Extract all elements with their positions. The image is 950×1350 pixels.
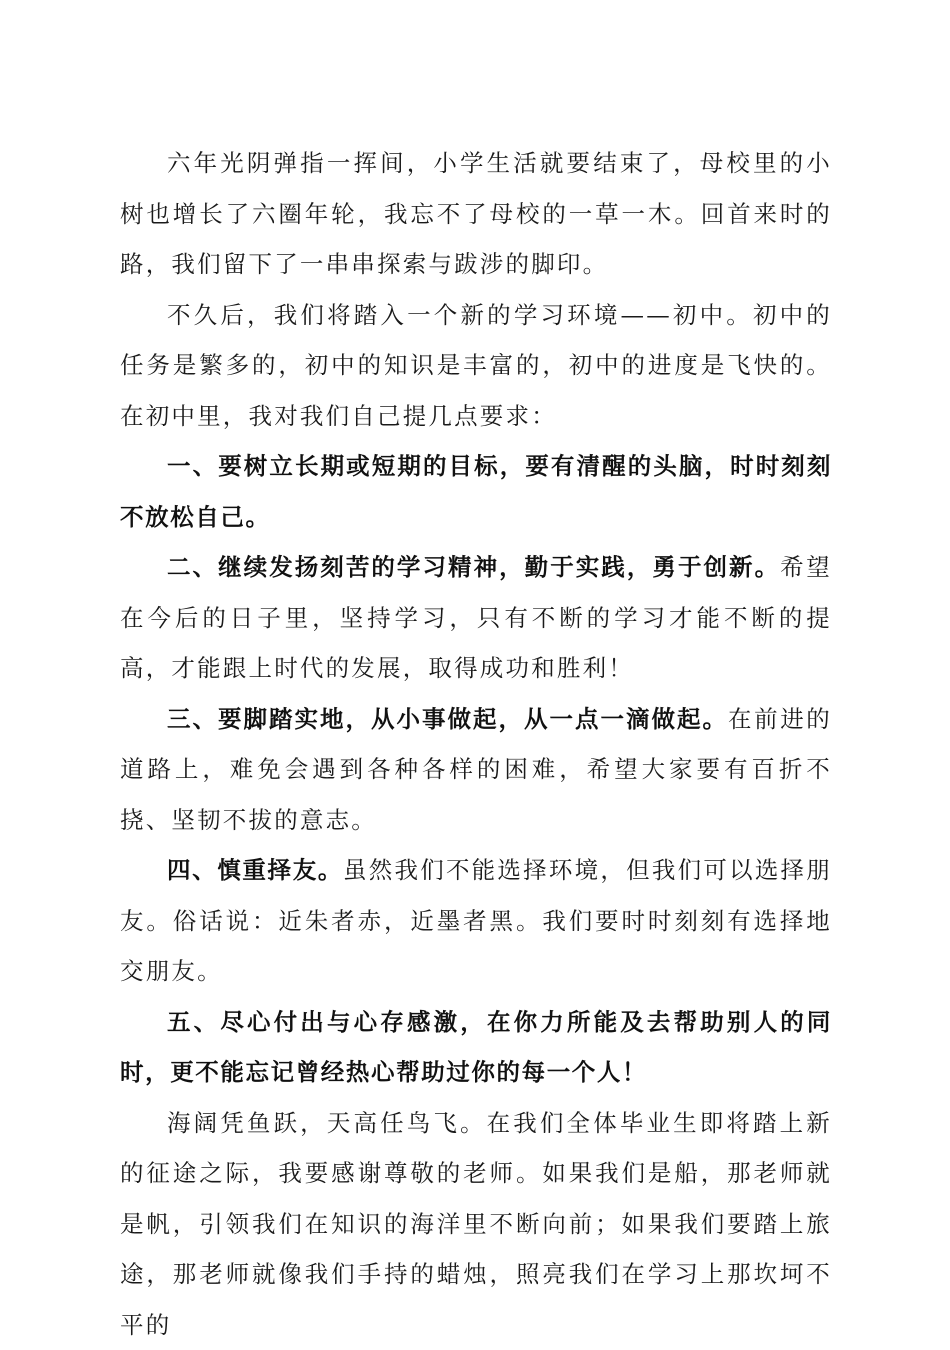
paragraph-text: 虽然我们不能选择环境，但我们可以选择朋友。俗话说：近朱者赤，近墨者黑。我们要时时刻刻有选择地交朋友。	[120, 856, 832, 985]
paragraph-point-1	[120, 441, 832, 542]
paragraph-point-3	[120, 694, 832, 846]
point-heading: 二、继续发扬刻苦的学习精神，勤于实践，勇于创新。	[167, 553, 780, 581]
point-heading: 五、尽心付出与心存感激，在你力所能及去帮助别人的同时，更不能忘记曾经热心帮助过你的每一个人！	[120, 1008, 832, 1087]
paragraph-text: 不久后，我们将踏入一个新的学习环境——初中。初中的任务是繁多的，初中的知识是丰富的，初中的进度是飞快的。在初中里，我对我们自己提几点要求：	[120, 301, 832, 430]
point-heading: 一、要树立长期或短期的目标，要有清醒的头脑，时时刻刻不放松自己。	[120, 452, 832, 531]
paragraph-text: 六年光阴弹指一挥间，小学生活就要结束了，母校里的小树也增长了六圈年轮，我忘不了母校的一草一木。回首来时的路，我们留下了一串串探索与跋涉的脚印。	[120, 149, 832, 278]
document-body	[120, 138, 832, 1350]
point-heading: 三、要脚踏实地，从小事做起，从一点一滴做起。	[167, 705, 728, 733]
paragraph-thanks-teachers	[120, 1098, 832, 1350]
point-heading: 四、慎重择友。	[167, 856, 343, 884]
paragraph-text: 希望在今后的日子里，坚持学习，只有不断的学习才能不断的提高，才能跟上时代的发展，取得成功和胜利！	[120, 553, 832, 682]
paragraph-text: 海阔凭鱼跃，天高任鸟飞。在我们全体毕业生即将踏上新的征途之际，我要感谢尊敬的老师。如果我们是船，那老师就是帆，引领我们在知识的海洋里不断向前；如果我们要踏上旅途，那老师就像我们手持的蜡烛，照亮我们在学习上那坎坷不平的	[120, 1109, 832, 1339]
paragraph-intro	[120, 138, 832, 290]
paragraph-junior-high	[120, 290, 832, 442]
paragraph-point-4	[120, 845, 832, 997]
paragraph-point-2	[120, 542, 832, 694]
paragraph-text: 在前进的道路上，难免会遇到各种各样的困难，希望大家要有百折不挠、坚韧不拔的意志。	[120, 705, 832, 834]
paragraph-point-5	[120, 997, 832, 1098]
